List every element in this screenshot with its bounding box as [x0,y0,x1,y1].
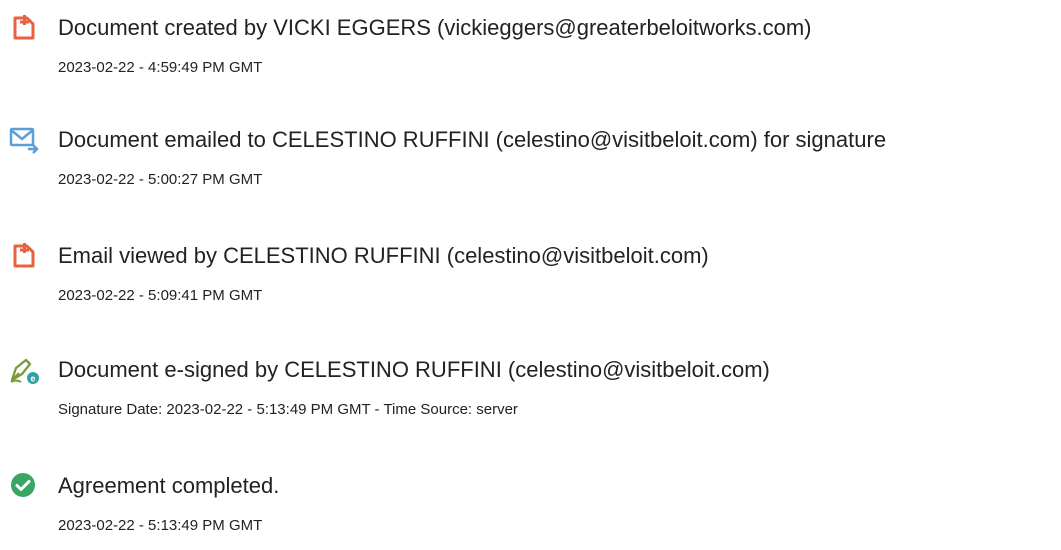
audit-event-email-viewed [0,240,1061,320]
audit-event-document-esigned [0,354,1061,434]
signature-detail: Signature Date: 2023-02-22 - 5:13:49 PM GMT - Time Source: server [58,401,518,418]
email-viewed-icon [8,240,40,272]
audit-event-document-emailed [0,124,1061,204]
event-title: Document created by VICKI EGGERS (vickieggers@greaterbeloitworks.com) [58,15,812,40]
e-sign-pen-icon [8,354,40,386]
document-created-icon [8,12,40,44]
event-title: Agreement completed. [58,473,280,498]
audit-event-document-created [0,12,1061,92]
event-timestamp: 2023-02-22 - 5:09:41 PM GMT [58,287,263,304]
audit-event-agreement-completed [0,470,1061,550]
event-title: Document emailed to CELESTINO RUFFINI (celestino@visitbeloit.com) for signature [58,127,887,152]
event-timestamp: 2023-02-22 - 5:00:27 PM GMT [58,171,263,188]
checkmark-circle-icon [8,470,40,502]
event-timestamp: 2023-02-22 - 5:13:49 PM GMT [58,517,263,534]
event-timestamp: 2023-02-22 - 4:59:49 PM GMT [58,59,263,76]
email-sent-icon [8,124,40,156]
event-title: Email viewed by CELESTINO RUFFINI (celestino@visitbeloit.com) [58,243,709,268]
svg-text:e: e [30,373,36,384]
event-title: Document e-signed by CELESTINO RUFFINI (celestino@visitbeloit.com) [58,357,770,382]
